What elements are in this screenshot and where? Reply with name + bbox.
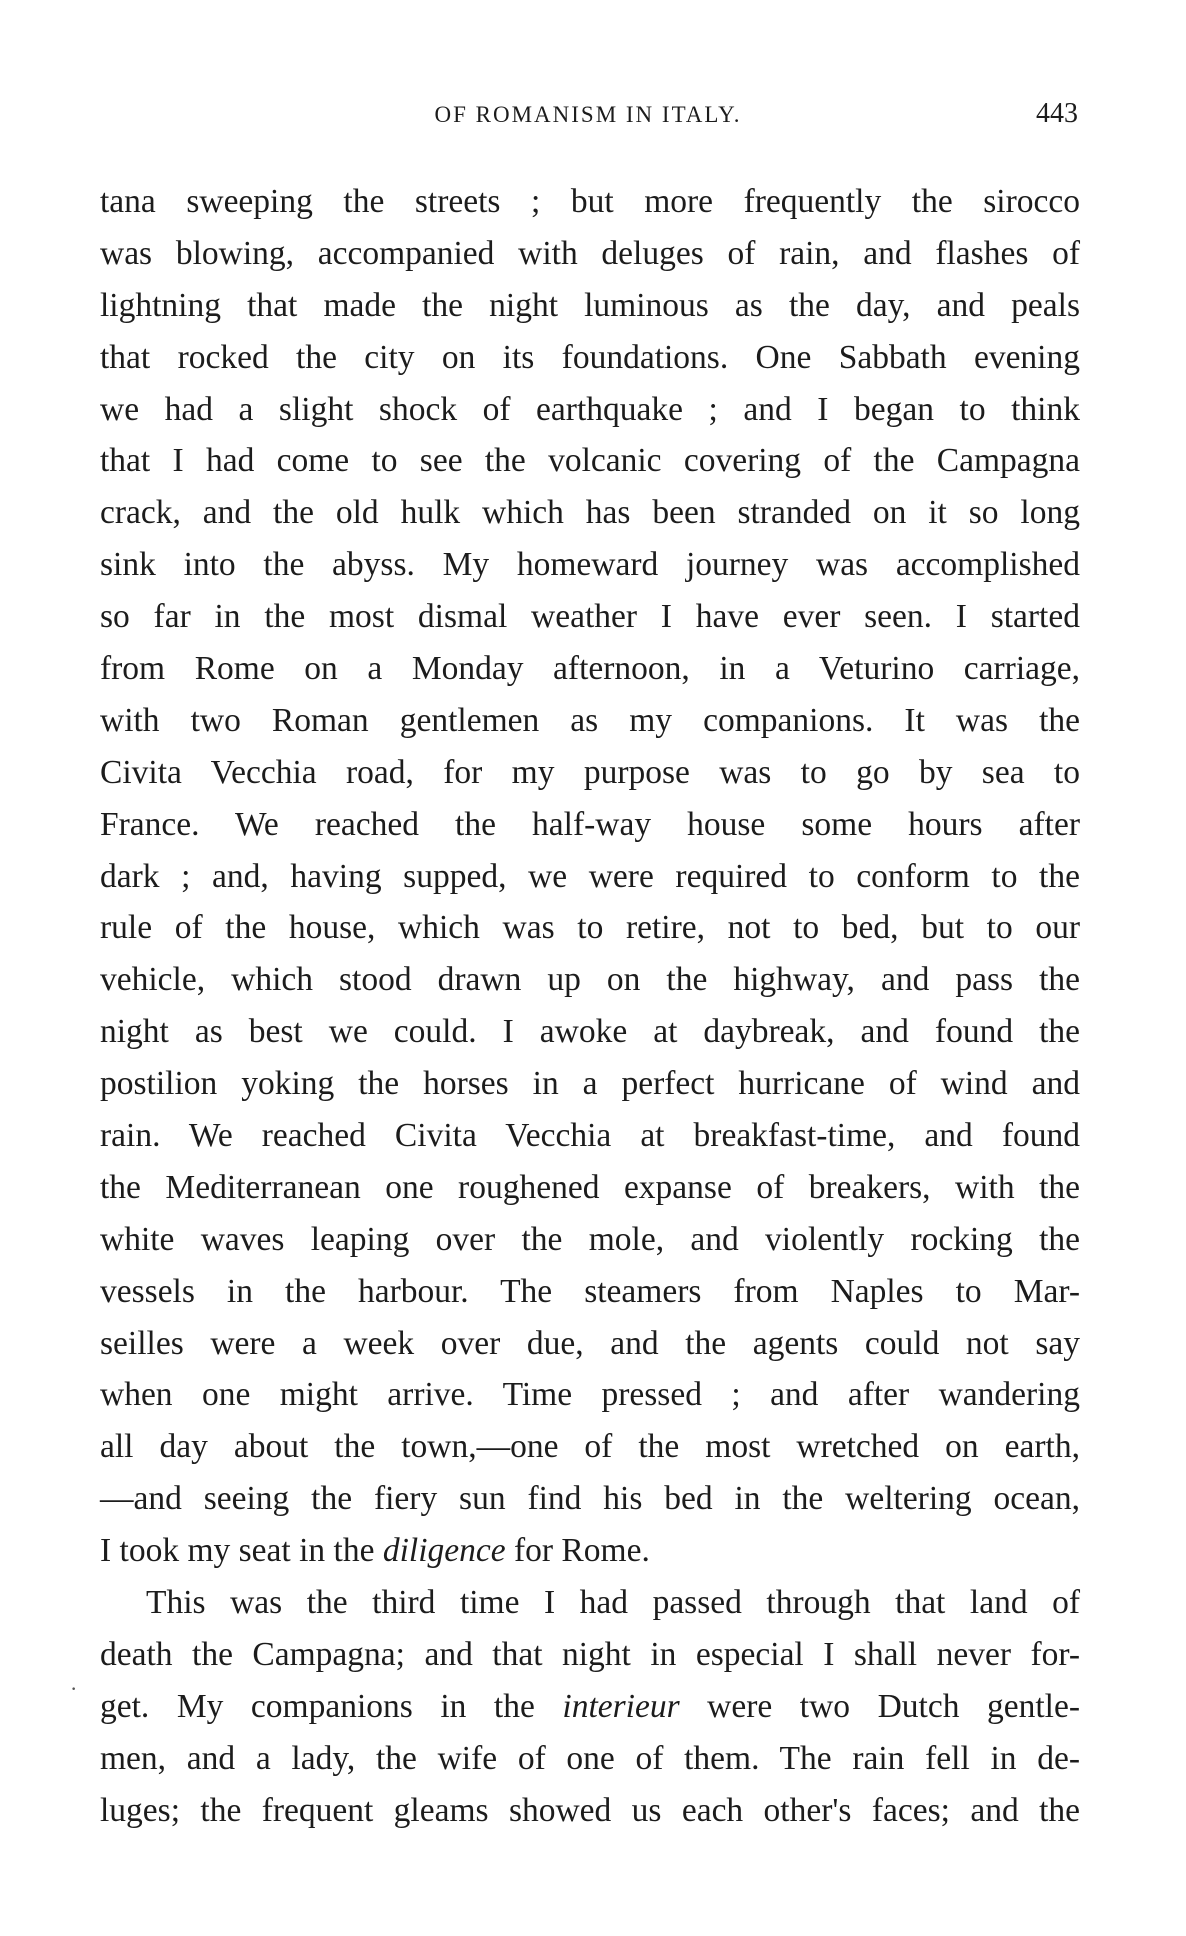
text-line: with two Roman gentlemen as my companions. It was the (100, 701, 1080, 739)
text-line: rain. We reached Civita Vecchia at breakfast-time, and found (100, 1117, 1080, 1155)
text-line (100, 1681, 1080, 1733)
text-run: were two Dutch gentle- (679, 1687, 1080, 1725)
body-text (100, 176, 1080, 1837)
italic-word: diligence (382, 1532, 506, 1570)
text-line: tana sweeping the streets ; but more frequently the sirocco (100, 183, 1080, 220)
text-line: —and seeing the fiery sun find his bed in the weltering ocean, (100, 1480, 1080, 1518)
running-title: OF ROMANISM IN ITALY. (434, 102, 742, 127)
text-run: I took my seat in the (100, 1532, 383, 1570)
text-line: night as best we could. I awoke at daybreak, and found the (100, 1013, 1080, 1051)
italic-word: interieur (562, 1687, 680, 1725)
text-line: Civita Vecchia road, for my purpose was to go by sea to (100, 753, 1080, 791)
text-line-last (100, 1525, 1080, 1577)
text-line: the Mediterranean one roughened expanse of breakers, with the (100, 1168, 1080, 1206)
text-line: death the Campagna; and that night in especial I shall never for- (100, 1635, 1080, 1673)
paragraph-1 (100, 176, 1080, 1577)
page-number: 443 (1036, 98, 1078, 129)
text-line: men, and a lady, the wife of one of them. The rain fell in de- (100, 1739, 1080, 1777)
text-line-indented: This was the third time I had passed through that land of (146, 1584, 1080, 1622)
text-line: from Rome on a Monday afternoon, in a Veturino carriage, (100, 650, 1080, 688)
text-line: luges; the frequent gleams showed us each other's faces; and the (100, 1791, 1080, 1829)
text-line: sink into the abyss. My homeward journey was accomplished (100, 546, 1080, 584)
text-line: we had a slight shock of earthquake ; and I began to think (100, 390, 1080, 428)
text-line: vehicle, which stood drawn up on the highway, and pass the (100, 961, 1080, 999)
text-run: get. My companions in the (100, 1687, 563, 1725)
text-line: postilion yoking the horses in a perfect hurricane of wind and (100, 1065, 1080, 1103)
text-line: seilles were a week over due, and the agents could not say (100, 1324, 1080, 1362)
text-line: rule of the house, which was to retire, not to bed, but to our (100, 909, 1080, 947)
running-head (98, 98, 1078, 134)
text-run: for Rome. (505, 1532, 650, 1570)
text-line: was blowing, accompanied with deluges of rain, and flashes of (100, 234, 1080, 272)
text-line: crack, and the old hulk which has been stranded on it so long (100, 494, 1080, 532)
text-line: vessels in the harbour. The steamers from Naples to Mar- (100, 1272, 1080, 1310)
text-line: France. We reached the half-way house some hours after (100, 805, 1080, 843)
paragraph-2 (100, 1577, 1080, 1836)
text-line: that I had come to see the volcanic covering of the Campagna (100, 442, 1080, 480)
text-line: that rocked the city on its foundations. One Sabbath evening (100, 338, 1080, 376)
text-line: white waves leaping over the mole, and violently rocking the (100, 1220, 1080, 1258)
margin-mark: · (70, 1676, 78, 1701)
text-line: so far in the most dismal weather I have ever seen. I started (100, 598, 1080, 636)
text-line: when one might arrive. Time pressed ; and after wandering (100, 1376, 1080, 1414)
text-line: lightning that made the night luminous as the day, and peals (100, 286, 1080, 324)
text-line: all day about the town,—one of the most wretched on earth, (100, 1428, 1080, 1466)
text-line: dark ; and, having supped, we were required to conform to the (100, 857, 1080, 895)
